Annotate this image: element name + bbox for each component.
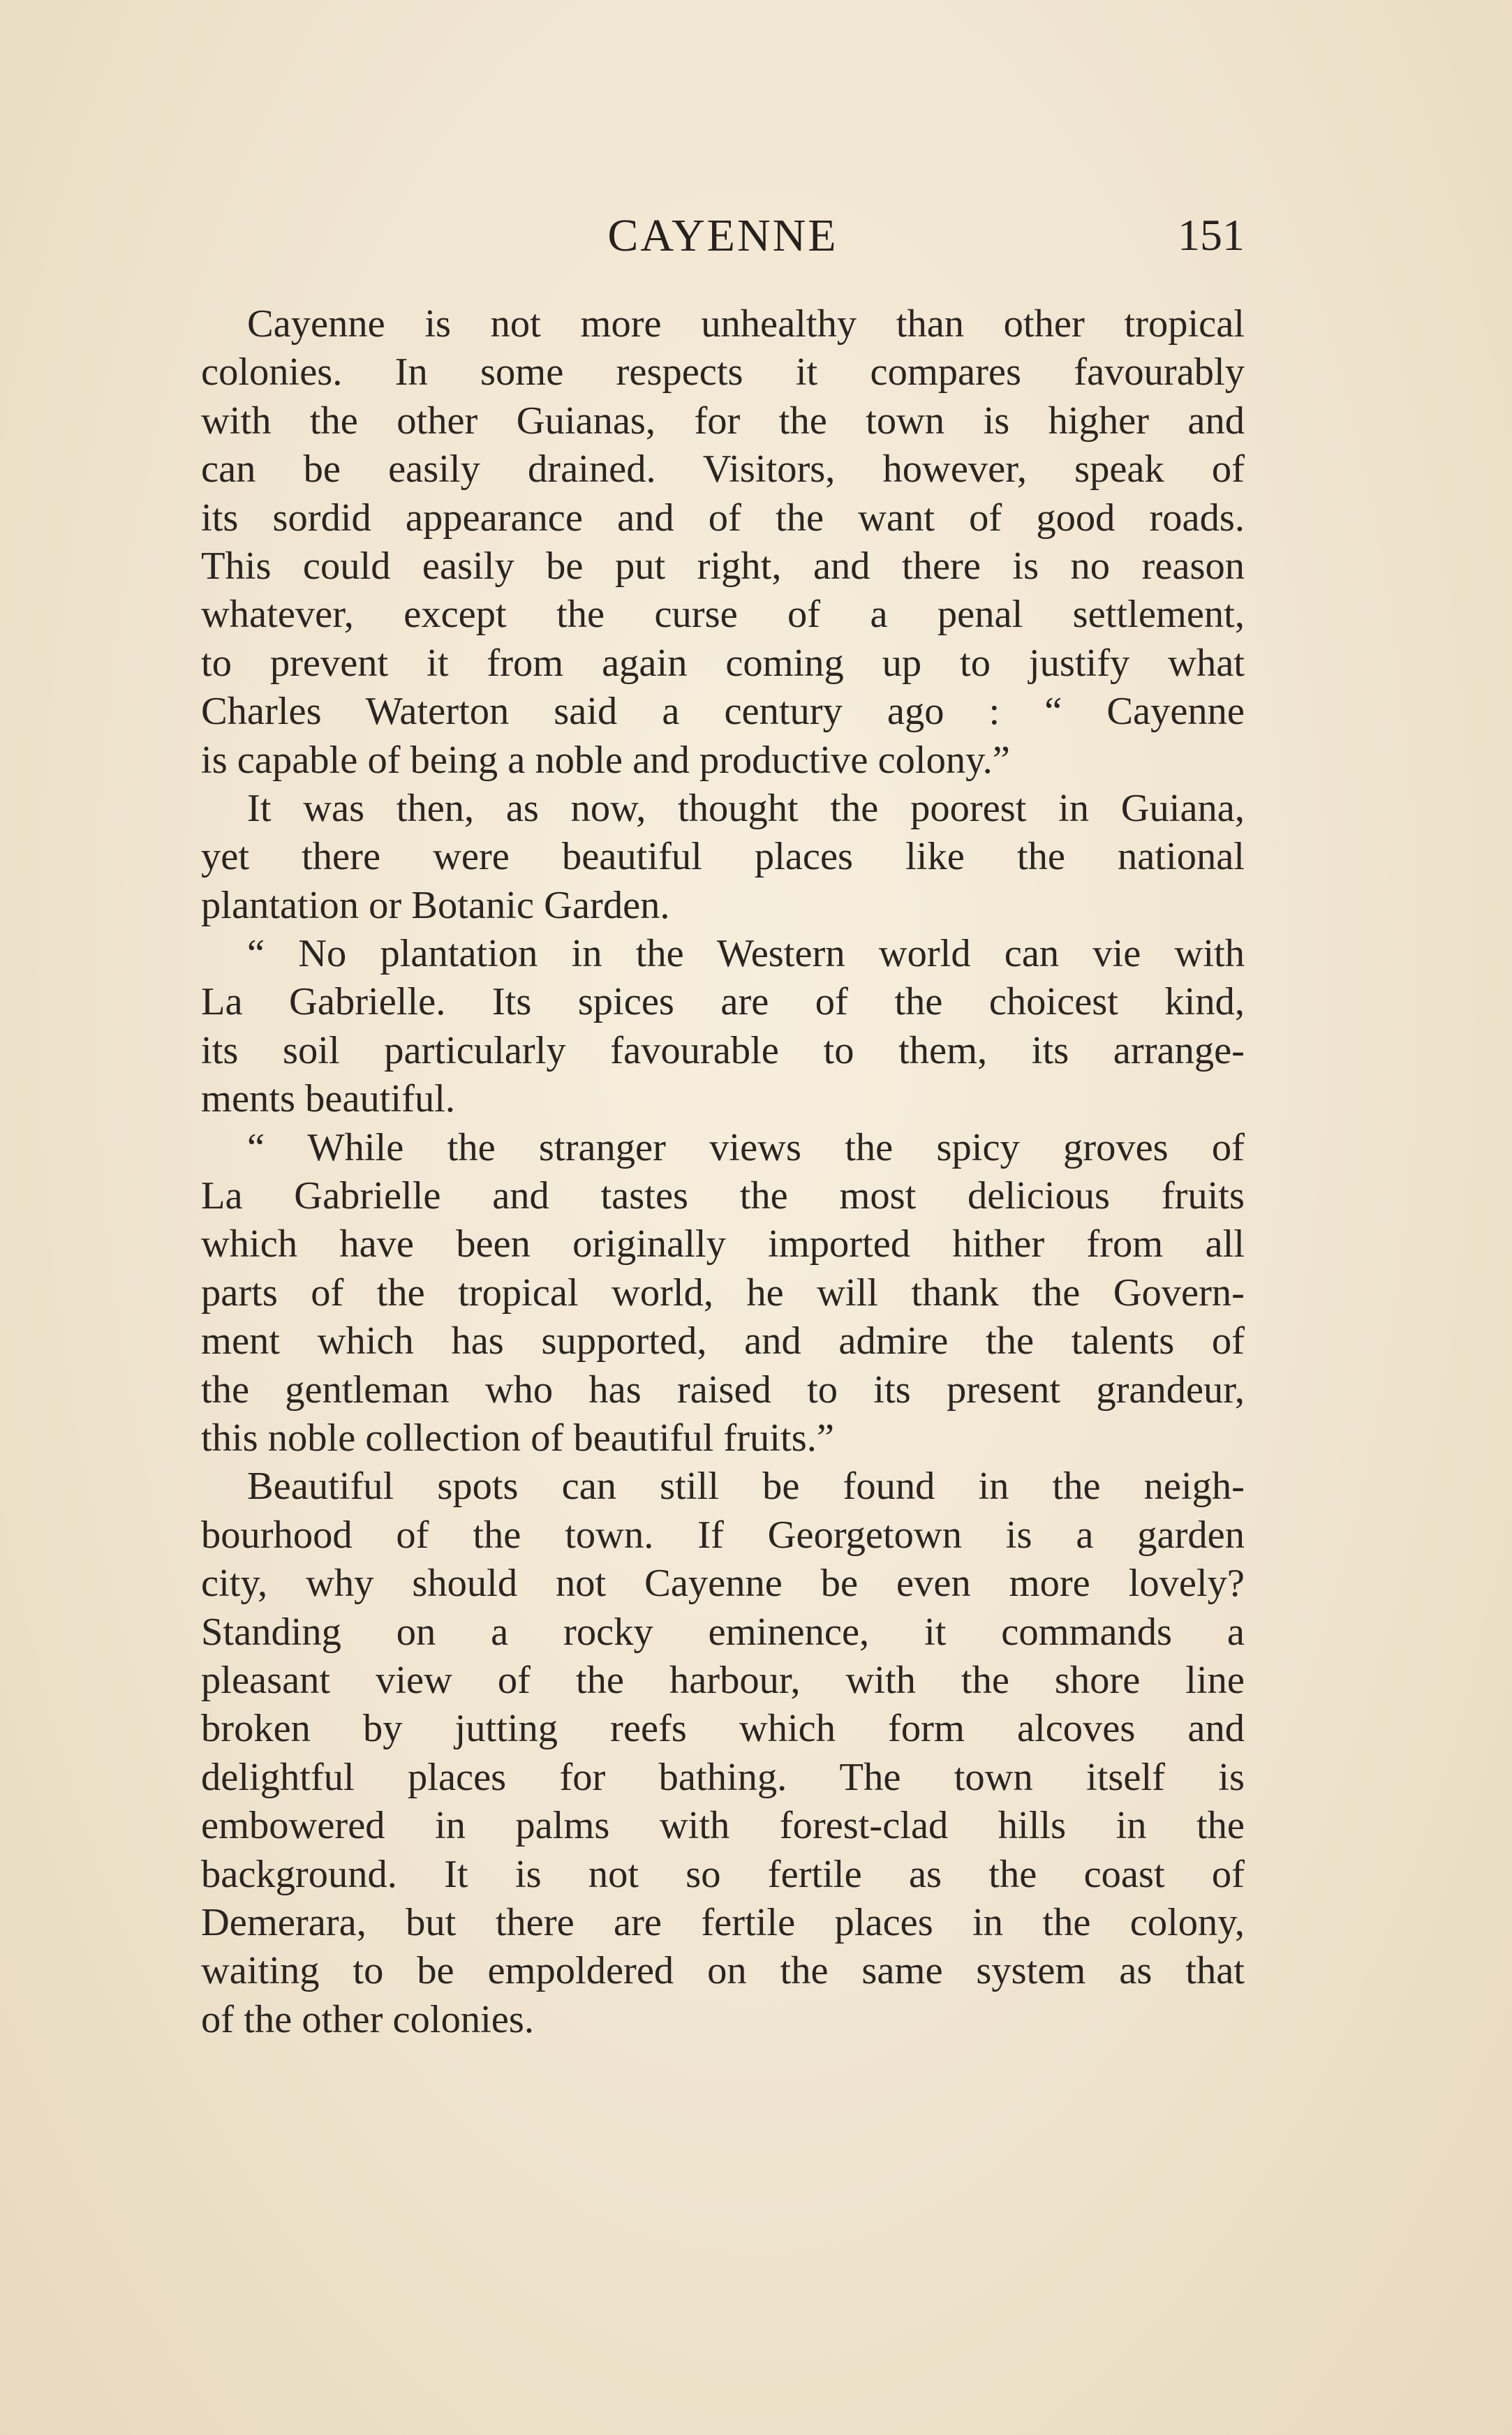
text-line: background. It is not so fertile as the coast of bbox=[201, 1852, 1245, 1896]
text-line: this noble collection of beautiful fruits.” bbox=[201, 1416, 834, 1460]
text-line: ment which has supported, and admire the talents of bbox=[201, 1319, 1245, 1363]
paragraph bbox=[201, 1463, 1245, 2044]
paragraph bbox=[201, 1124, 1245, 1463]
text-line: of the other colonies. bbox=[201, 1997, 534, 2041]
text-line: colonies. In some respects it compares favourably bbox=[201, 350, 1245, 394]
text-line: “ While the stranger views the spicy groves of bbox=[247, 1125, 1245, 1169]
text-line: delightful places for bathing. The town itself is bbox=[201, 1755, 1245, 1799]
paragraph bbox=[201, 785, 1245, 930]
running-head bbox=[201, 202, 1245, 265]
text-line: yet there were beautiful places like the national bbox=[201, 835, 1245, 879]
text-line: La Gabrielle and tastes the most delicious fruits bbox=[201, 1174, 1245, 1218]
text-line: bourhood of the town. If Georgetown is a garden bbox=[201, 1513, 1245, 1557]
text-line: Beautiful spots can still be found in the neigh- bbox=[247, 1465, 1245, 1509]
text-line: This could easily be put right, and there is no reason bbox=[201, 544, 1245, 588]
paragraph bbox=[201, 930, 1245, 1124]
text-line: is capable of being a noble and productive colony.” bbox=[201, 738, 1010, 782]
text-line: ments beautiful. bbox=[201, 1077, 456, 1121]
text-line: Charles Waterton said a century ago : “ Cayenne bbox=[201, 690, 1245, 734]
page-number: 151 bbox=[1178, 210, 1245, 260]
paragraph bbox=[201, 300, 1245, 785]
text-line: its sordid appearance and of the want of good roads. bbox=[201, 496, 1245, 540]
text-line: the gentleman who has raised to its present grandeur, bbox=[201, 1368, 1245, 1412]
text-line: can be easily drained. Visitors, however, speak of bbox=[201, 447, 1245, 491]
text-line: Cayenne is not more unhealthy than other tropical bbox=[247, 302, 1245, 346]
text-line: waiting to be empoldered on the same system as that bbox=[201, 1949, 1245, 1993]
body-text bbox=[201, 300, 1245, 2044]
text-line: parts of the tropical world, he will thank the Govern- bbox=[201, 1271, 1245, 1315]
text-line: city, why should not Cayenne be even more lovely? bbox=[201, 1562, 1245, 1606]
text-line: its soil particularly favourable to them, its arrange- bbox=[201, 1028, 1245, 1072]
text-line: with the other Guianas, for the town is higher and bbox=[201, 399, 1245, 443]
text-line: to prevent it from again coming up to justify what bbox=[201, 641, 1245, 685]
text-line: whatever, except the curse of a penal settlement, bbox=[201, 593, 1245, 637]
text-line: “ No plantation in the Western world can vie with bbox=[247, 932, 1245, 976]
text-line: plantation or Botanic Garden. bbox=[201, 883, 670, 927]
text-line: La Gabrielle. Its spices are of the choicest kind, bbox=[201, 980, 1245, 1024]
text-line: embowered in palms with forest-clad hills in the bbox=[201, 1804, 1245, 1848]
text-line: pleasant view of the harbour, with the shore line bbox=[201, 1658, 1245, 1702]
text-line: broken by jutting reefs which form alcoves and bbox=[201, 1707, 1245, 1751]
text-line: Standing on a rocky eminence, it commands a bbox=[201, 1610, 1245, 1654]
text-line: It was then, as now, thought the poorest in Guiana, bbox=[247, 786, 1245, 830]
text-line: Demerara, but there are fertile places in the colony, bbox=[201, 1900, 1245, 1944]
text-line: which have been originally imported hither from all bbox=[201, 1222, 1245, 1266]
running-title: CAYENNE bbox=[607, 210, 838, 261]
